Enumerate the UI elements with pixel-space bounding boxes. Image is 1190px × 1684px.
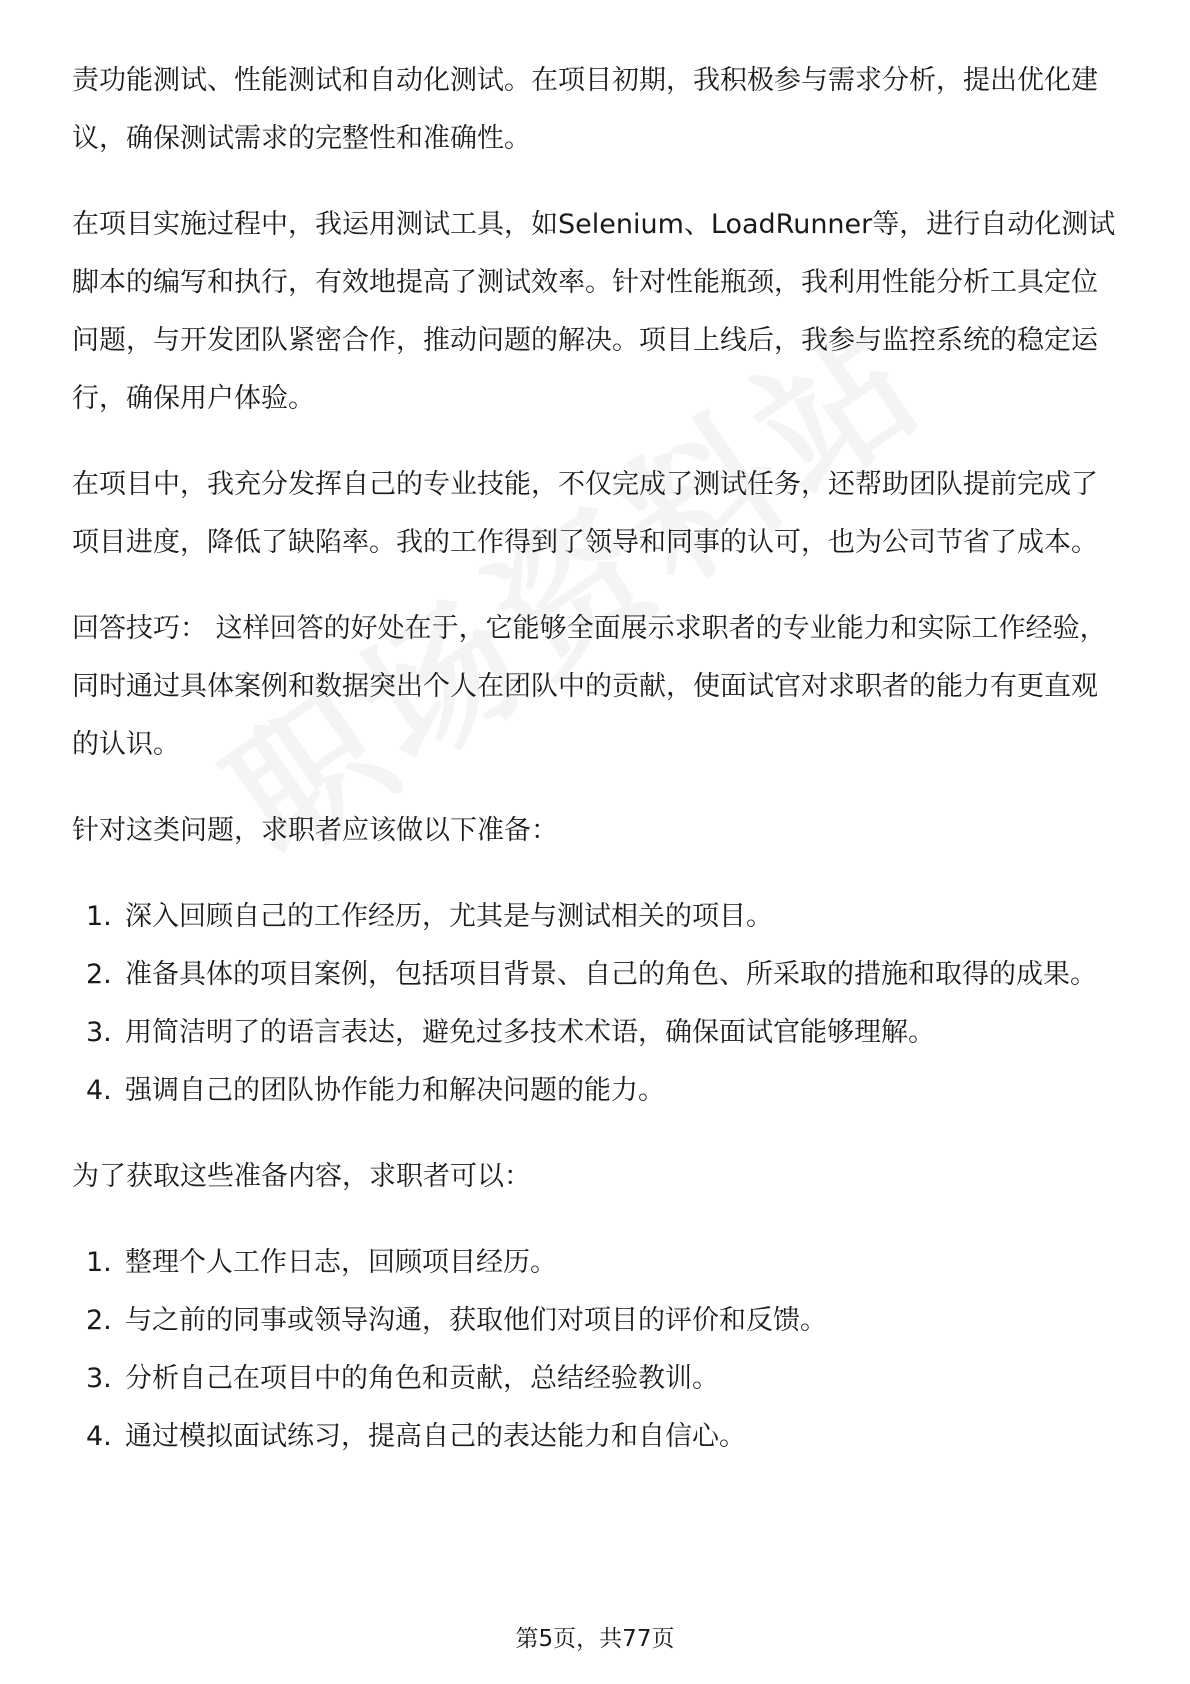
list-text: 用简洁明了的语言表达，避免过多技术术语，确保面试官能够理解。 <box>125 1017 935 1048</box>
list-item <box>72 1292 1122 1350</box>
paragraph-achievements: 在项目中，我充分发挥自己的专业技能，不仅完成了测试任务，还帮助团队提前完成了项目进度，降低了缺陷率。我的工作得到了领导和同事的认可，也为公司节省了成本。 <box>72 469 1098 558</box>
list-item <box>72 1350 1122 1408</box>
document-body <box>72 52 1122 1494</box>
list-number: 1. <box>86 1247 112 1278</box>
paragraph-responsibilities: 责功能测试、性能测试和自动化测试。在项目初期，我积极参与需求分析，提出优化建议，确保测试需求的完整性和准确性。 <box>72 65 1098 154</box>
list-item <box>72 888 1122 946</box>
list-text: 强调自己的团队协作能力和解决问题的能力。 <box>125 1075 665 1106</box>
paragraph-acquire-intro: 为了获取这些准备内容，求职者可以： <box>72 1161 531 1192</box>
list-text: 与之前的同事或领导沟通，获取他们对项目的评价和反馈。 <box>125 1305 827 1336</box>
list-text: 深入回顾自己的工作经历，尤其是与测试相关的项目。 <box>125 901 773 932</box>
list-text: 整理个人工作日志，回顾项目经历。 <box>125 1247 557 1278</box>
paragraph-implementation: 在项目实施过程中，我运用测试工具，如Selenium、LoadRunner等，进行自动化测试脚本的编写和执行，有效地提高了测试效率。针对性能瓶颈，我利用性能分析工具定位问题，与开发团队紧密合作，推动问题的解决。项目上线后，我参与监控系统的稳定运行，确保用户体验。 <box>72 209 1116 414</box>
paragraph-prep-intro: 针对这类问题，求职者应该做以下准备： <box>72 815 558 846</box>
list-text: 准备具体的项目案例，包括项目背景、自己的角色、所采取的措施和取得的成果。 <box>125 959 1097 990</box>
list-item <box>72 1004 1122 1062</box>
list-text: 分析自己在项目中的角色和贡献，总结经验教训。 <box>125 1363 719 1394</box>
acquire-list <box>72 1234 1122 1466</box>
list-number: 2. <box>86 959 112 990</box>
list-number: 3. <box>86 1363 112 1394</box>
prep-list <box>72 888 1122 1120</box>
list-item <box>72 1234 1122 1292</box>
list-number: 2. <box>86 1305 112 1336</box>
paragraph-answer-tips: 回答技巧： 这样回答的好处在于，它能够全面展示求职者的专业能力和实际工作经验，同时通过具体案例和数据突出个人在团队中的贡献，使面试官对求职者的能力有更直观的认识。 <box>72 613 1107 760</box>
list-text: 通过模拟面试练习，提高自己的表达能力和自信心。 <box>125 1421 746 1452</box>
list-item <box>72 946 1122 1004</box>
list-number: 3. <box>86 1017 112 1048</box>
list-item <box>72 1062 1122 1120</box>
page-number-footer: 第5页，共77页 <box>515 1626 675 1652</box>
list-number: 4. <box>86 1075 112 1106</box>
list-number: 4. <box>86 1421 112 1452</box>
list-number: 1. <box>86 901 112 932</box>
list-item <box>72 1408 1122 1466</box>
